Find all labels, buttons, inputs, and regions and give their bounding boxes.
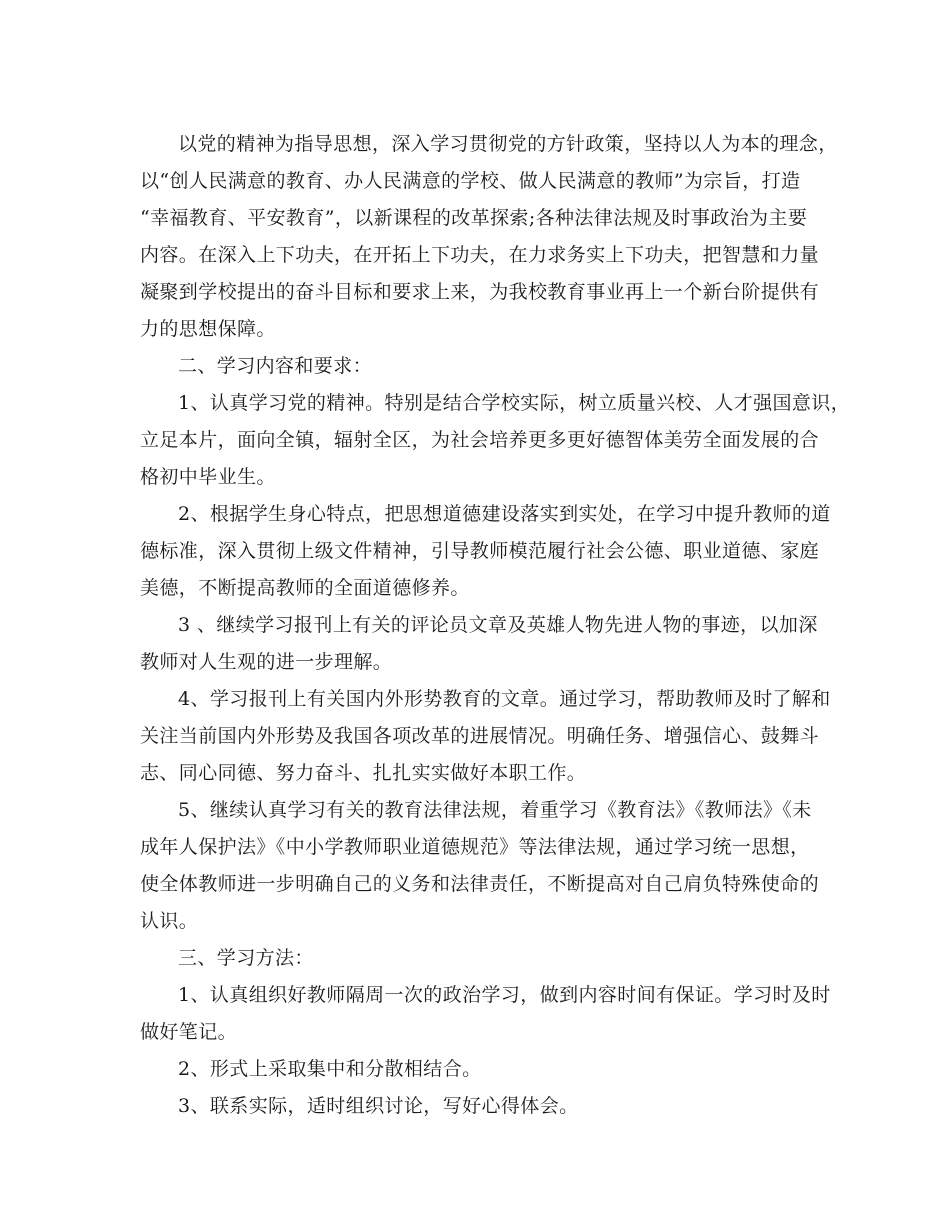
- paragraph-line: 1、认真学习党的精神。特别是结合学校实际，树立质量兴校、人才强国意识，: [178, 392, 851, 414]
- section-heading: 二、学习内容和要求：: [178, 355, 373, 377]
- paragraph-line: 美德，不断提高教师的全面道德修养。: [140, 577, 470, 599]
- paragraph-line: 1、认真组织好教师隔周一次的政治学习，做到内容时间有保证。学习时及时: [178, 984, 831, 1006]
- paragraph-line: 志、同心同德、努力奋斗、扎扎实实做好本职工作。: [140, 762, 587, 784]
- paragraph-line: “幸福教育、平安教育”，以新课程的改革探索;各种法律法规及时事政治为主要: [140, 207, 808, 229]
- paragraph-line: 力的思想保障。: [140, 318, 276, 340]
- paragraph-line: 德标准，深入贯彻上级文件精神，引导教师模范履行社会公德、职业道德、家庭: [140, 540, 820, 562]
- paragraph-line: 3 、继续学习报刊上有关的评论员文章及英雄人物先进人物的事迹，以加深: [178, 614, 818, 636]
- paragraph-line: 以“创人民满意的教育、办人民满意的学校、做人民满意的教师”为宗旨，打造: [140, 170, 801, 192]
- paragraph-line: 格初中毕业生。: [140, 466, 276, 488]
- paragraph-line: 3、联系实际，适时组织讨论，写好心得体会。: [178, 1095, 579, 1117]
- paragraph-line: 关注当前国内外形势及我国各项改革的进展情况。明确任务、增强信心、鼓舞斗: [140, 725, 820, 747]
- paragraph-line: 教师对人生观的进一步理解。: [140, 651, 393, 673]
- paragraph-line: 凝聚到学校提出的奋斗目标和要求上来，为我校教育事业再上一个新台阶提供有: [140, 281, 820, 303]
- paragraph-line: 认识。: [140, 910, 199, 932]
- paragraph-line: 成年人保护法》《中小学教师职业道德规范》等法律法规，通过学习统一思想，: [140, 836, 810, 858]
- section-heading: 三、学习方法：: [178, 947, 314, 969]
- paragraph-line: 使全体教师进一步明确自己的义务和法律责任，不断提高对自己肩负特殊使命的: [140, 873, 820, 895]
- paragraph-line: 内容。在深入上下功夫，在开拓上下功夫，在力求务实上下功夫，把智慧和力量: [140, 244, 820, 266]
- paragraph-line: 5、继续认真学习有关的教育法律法规，着重学习《教育法》《教师法》《未: [178, 799, 812, 821]
- paragraph-line: 以党的精神为指导思想，深入学习贯彻党的方针政策，坚持以人为本的理念，: [178, 133, 838, 155]
- paragraph-line: 4、学习报刊上有关国内外形势教育的文章。通过学习，帮助教师及时了解和: [178, 688, 831, 710]
- paragraph-line: 做好笔记。: [140, 1021, 238, 1043]
- paragraph-line: 2、根据学生身心特点，把思想道德建设落实到实处，在学习中提升教师的道: [178, 503, 831, 525]
- paragraph-line: 立足本片，面向全镇，辐射全区，为社会培养更多更好德智体美劳全面发展的合: [140, 429, 820, 451]
- paragraph-line: 2、形式上采取集中和分散相结合。: [178, 1058, 482, 1080]
